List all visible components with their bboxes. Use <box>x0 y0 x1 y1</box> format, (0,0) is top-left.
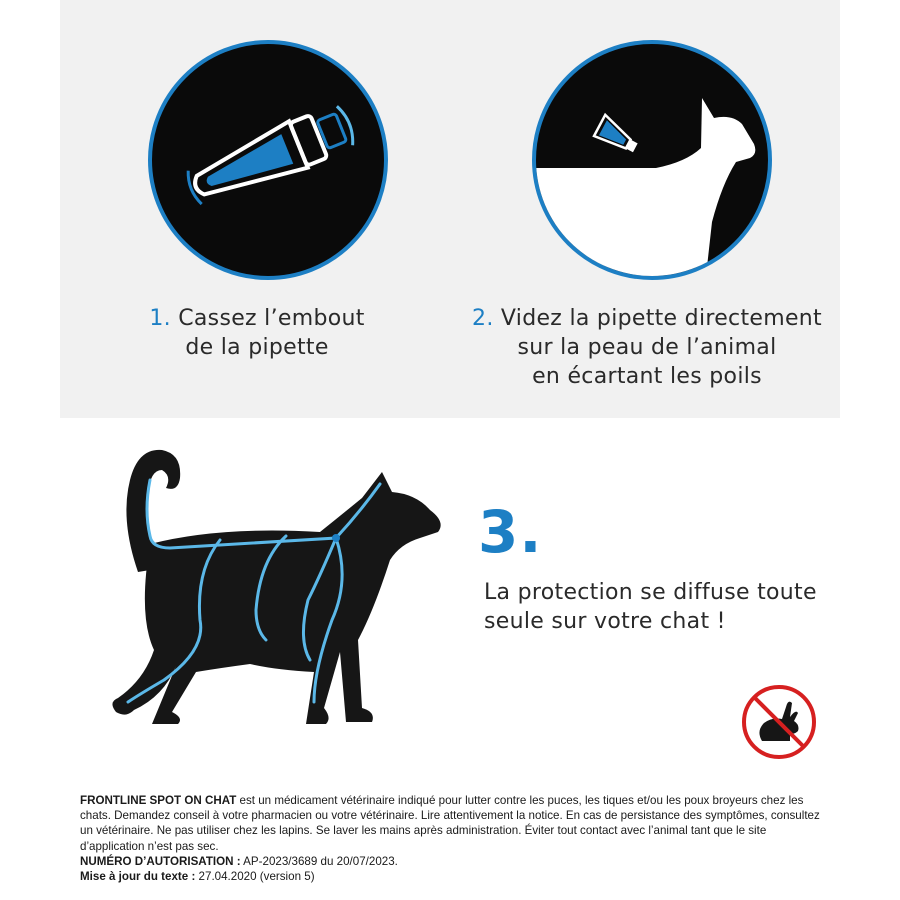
legal-description <box>80 793 820 854</box>
pipette-small-icon <box>594 115 642 156</box>
cat-head-icon <box>536 44 768 276</box>
step-2-illustration <box>532 40 772 280</box>
update-line <box>80 869 820 884</box>
step-2-text-line-3: en écartant les poils <box>532 364 762 389</box>
step-2-caption <box>462 304 832 391</box>
step-3-text-line-2: seule sur votre chat ! <box>484 609 726 634</box>
update-label: Mise à jour du texte : <box>80 870 196 884</box>
step-1-text-line-2: de la pipette <box>185 335 329 360</box>
step-2-text-line-1: Videz la pipette directement <box>500 306 822 331</box>
cat-silhouette <box>100 440 450 740</box>
step-3-text-line-1: La protection se diffuse toute <box>484 580 817 605</box>
legal-notice <box>80 793 820 884</box>
product-name: FRONTLINE SPOT ON CHAT <box>80 794 237 807</box>
update-value: 27.04.2020 (version 5) <box>195 870 315 884</box>
pipette-icon <box>152 44 384 276</box>
step-1-caption <box>132 304 382 362</box>
step-1-number: 1. <box>149 306 171 331</box>
step-2-text-line-2: sur la peau de l’animal <box>517 335 777 360</box>
authorization-line <box>80 854 820 869</box>
step-3-caption <box>484 578 844 636</box>
step-1-illustration <box>148 40 388 280</box>
step-1-text-line-1: Cassez l’embout <box>178 306 365 331</box>
step-3-number: 3. <box>478 498 543 566</box>
product-description: est un médicament vétérinaire indiqué pour lutter contre les puces, les tiques et/ou les poux broyeurs chez les chats. Demandez conseil à votre pharmacien ou votre vétérinaire. Lire attentivement la notice. En cas de persistance des symptômes, consultez un vétérinaire. Ne pas utiliser chez les lapins. Se laver les mains après administration. Éviter tout contact avec l’animal tant que le site d’application n’est pas sec. <box>80 794 820 853</box>
no-rabbit-icon <box>740 683 818 761</box>
authorization-label: NUMÉRO D’AUTORISATION : <box>80 854 241 868</box>
step-2-number: 2. <box>472 306 494 331</box>
authorization-value: AP-2023/3689 du 20/07/2023. <box>240 854 398 868</box>
